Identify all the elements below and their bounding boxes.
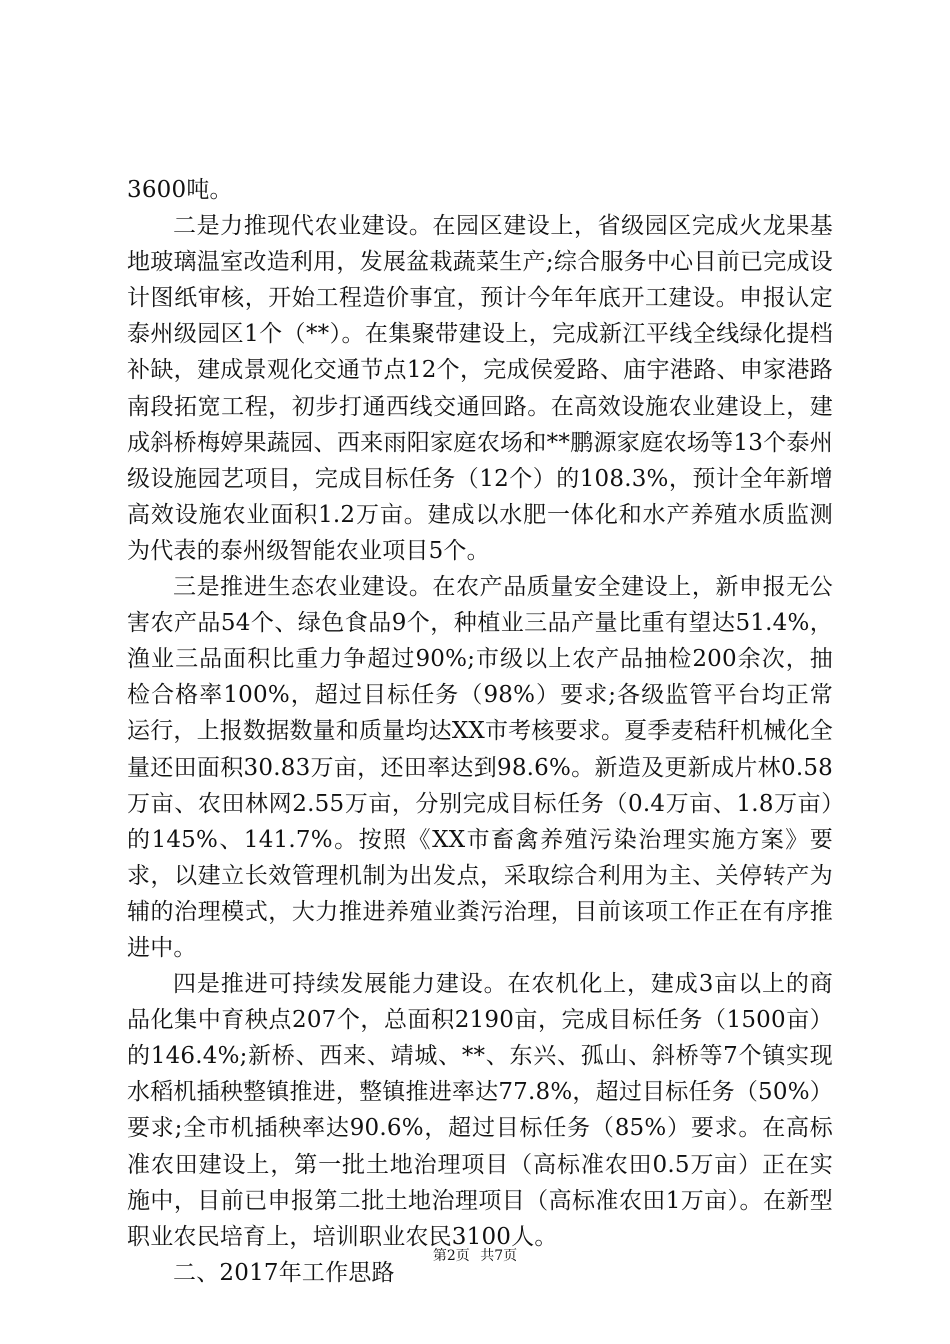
paragraph-continuation: 3600吨。 xyxy=(127,177,233,203)
paragraph-sustainable-development: 四是推进可持续发展能力建设。在农机化上，建成3亩以上的商品化集中育秧点207个，总面积2190亩，完成目标任务（1500亩）的146.4%;新桥、西来、靖城、**、东兴、孤山、斜桥等7个镇实现水稻机插秧整镇推进，整镇推进率达77.8%，超过目标任务（50%）要求;全市机插秧率达90.6%，超过目标任务（85%）要求。在高标准农田建设上，第一批土地治理项目（高标准农田0.5万亩）正在实施中，目前已申报第二批土地治理项目（高标准农田1万亩）。在新型职业农民培育上，培训职业农民3100人。 xyxy=(127,971,833,1250)
page-number: 第2页 xyxy=(432,1248,470,1264)
page-footer xyxy=(0,1247,950,1265)
paragraph-ecological-agriculture: 三是推进生态农业建设。在农产品质量安全建设上，新申报无公害农产品54个、绿色食品9个，种植业三品产量比重有望达51.4%，渔业三品面积比重力争超过90%;市级以上农产品抽检200余次，抽检合格率100%，超过目标任务（98%）要求;各级监管平台均正常运行，上报数据数量和质量均达XX市考核要求。夏季麦秸秆机械化全量还田面积30.83万亩，还田率达到98.6%。新造及更新成片林0.58万亩、农田林网2.55万亩，分别完成目标任务（0.4万亩、1.8万亩）的145%、141.7%。按照《XX市畜禽养殖污染治理实施方案》要求，以建立长效管理机制为出发点，采取综合利用为主、关停转产为辅的治理模式，大力推进养殖业粪污治理，目前该项工作正在有序推进中。 xyxy=(127,574,833,961)
document-body xyxy=(127,172,833,1291)
page-total: 共7页 xyxy=(480,1248,518,1264)
section-heading-2017-plan: 二、2017年工作思路 xyxy=(173,1259,395,1286)
paragraph-modern-agriculture: 二是力推现代农业建设。在园区建设上，省级园区完成火龙果基地玻璃温室改造利用，发展盆栽蔬菜生产;综合服务中心目前已完成设计图纸审核，开始工程造价事宜，预计今年年底开工建设。申报认定泰州级园区1个（**）。在集聚带建设上，完成新江平线全线绿化提档补缺，建成景观化交通节点12个，完成侯爱路、庙宇港路、申家港路南段拓宽工程，初步打通西线交通回路。在高效设施农业建设上，建成斜桥梅婷果蔬园、西来雨阳家庭农场和**鹏源家庭农场等13个泰州级设施园艺项目，完成目标任务（12个）的108.3%，预计全年新增高效设施农业面积1.2万亩。建成以水肥一体化和水产养殖水质监测为代表的泰州级智能农业项目5个。 xyxy=(127,213,833,564)
